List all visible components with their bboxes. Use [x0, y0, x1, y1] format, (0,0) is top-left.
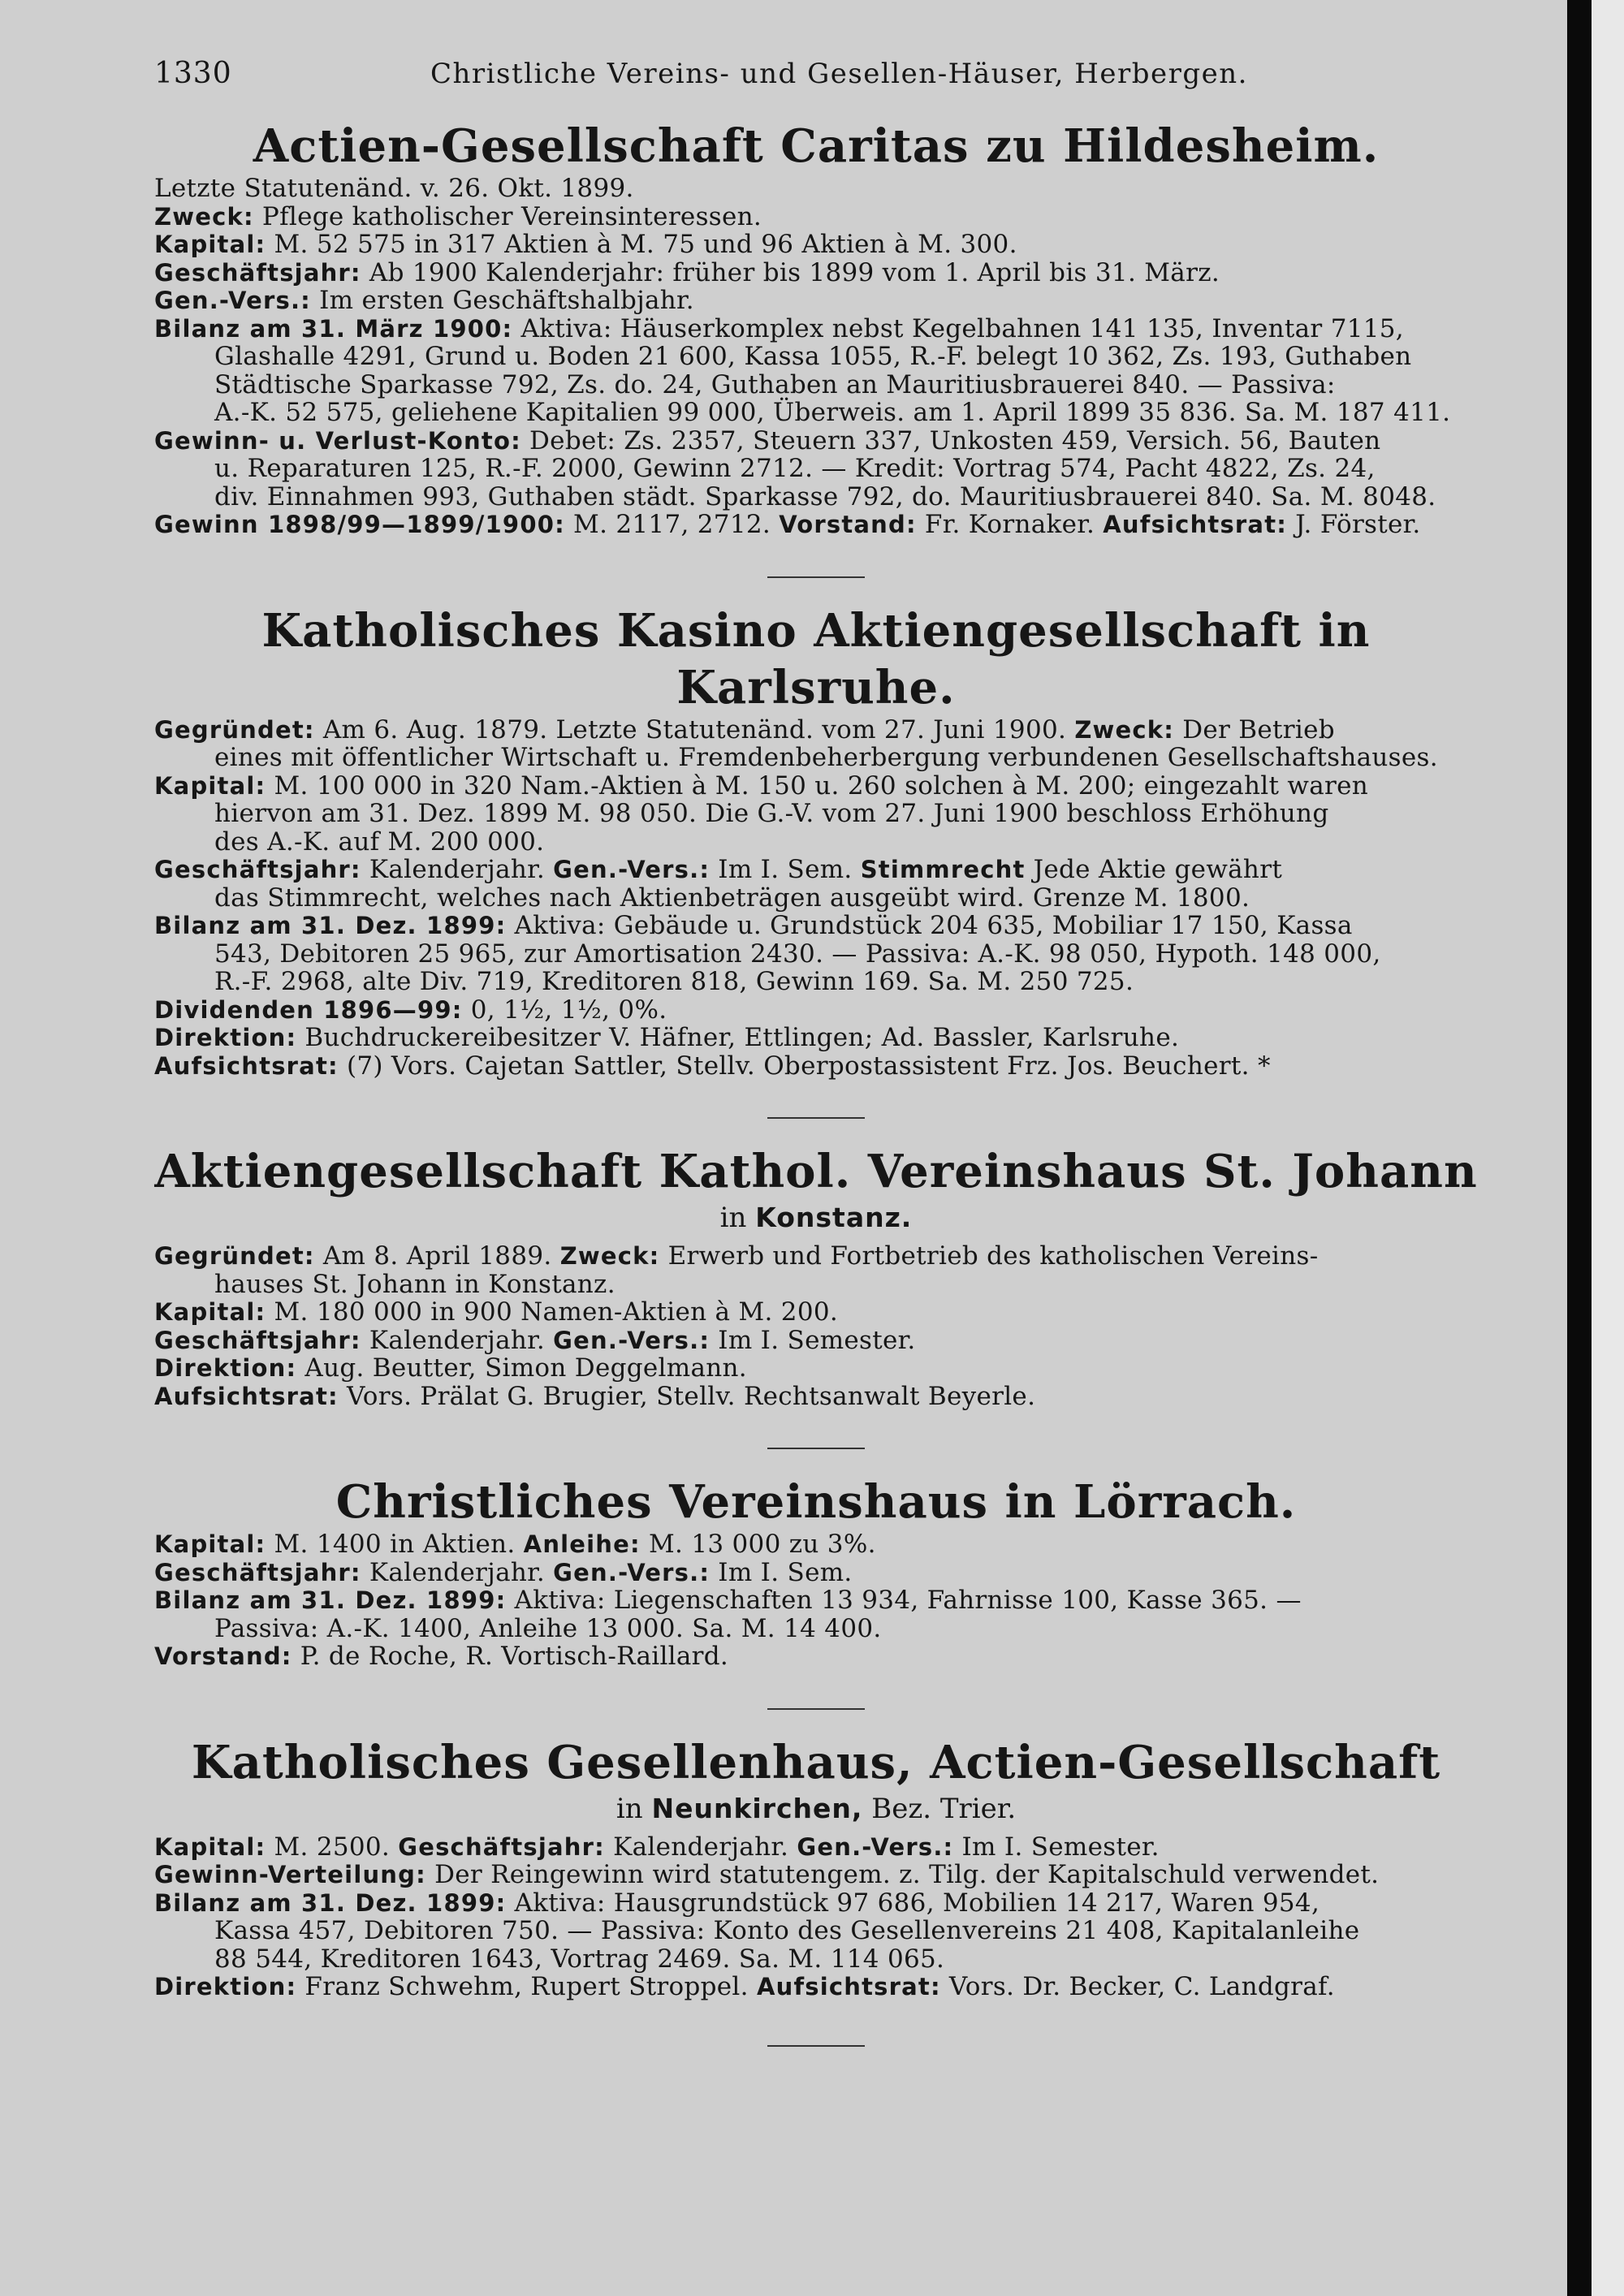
field-label: Gegründet:	[154, 715, 315, 744]
entry-line	[154, 455, 1478, 483]
field-text: Am 6. Aug. 1879. Letzte Statutenänd. vom 27. Juni 1900.	[314, 714, 1075, 744]
scan-edge-margin	[1592, 0, 1624, 2296]
company-entry	[154, 1474, 1478, 1671]
field-text: des A.-K. auf M. 200 000.	[214, 826, 545, 857]
entry-line	[154, 1024, 1478, 1052]
entry-line	[154, 996, 1478, 1025]
field-text: Vors. Dr. Becker, C. Landgraf.	[940, 1972, 1335, 2001]
field-label: Kapital:	[154, 231, 266, 258]
entry-line	[154, 912, 1478, 940]
entry-line	[154, 744, 1478, 772]
field-text: Fr. Kornaker.	[916, 510, 1104, 539]
company-title: Aktiengesellschaft Kathol. Vereinshaus St. Johann	[154, 1145, 1478, 1198]
field-label: Geschäftsjahr:	[154, 1558, 361, 1586]
field-label: Kapital:	[154, 1530, 266, 1558]
field-text: eines mit öffentlicher Wirtschaft u. Fremdenbeherbergung verbundenen Gesellschaftshauses.	[214, 743, 1438, 772]
field-label: Gen.-Vers.:	[797, 1832, 954, 1861]
field-label: Gen.-Vers.:	[553, 856, 710, 883]
field-label: Bilanz am 31. Dez. 1899:	[154, 1888, 507, 1917]
field-text: Aktiva: Gebäude u. Grundstück 204 635, Mobiliar 17 150, Kassa	[506, 911, 1353, 940]
entry-line	[154, 884, 1478, 913]
entry-line	[154, 1861, 1478, 1889]
field-text: P. de Roche, R. Vortisch-Raillard.	[292, 1642, 729, 1671]
field-text: Kalenderjahr.	[361, 1325, 554, 1355]
entry-line	[154, 259, 1478, 287]
entry-line	[154, 1242, 1478, 1271]
location-prefix: in	[615, 1792, 652, 1825]
field-text: Letzte Statutenänd. v. 26. Okt. 1899.	[154, 174, 634, 203]
field-label: Gen.-Vers.:	[553, 1326, 710, 1354]
entry-line	[154, 1327, 1478, 1355]
field-text: Vors. Prälat G. Brugier, Stellv. Rechtsanwalt Beyerle.	[338, 1381, 1036, 1411]
field-text: Kassa 457, Debitoren 750. — Passiva: Konto des Gesellenvereins 21 408, Kapitalanleihe	[214, 1916, 1360, 1945]
entry-line	[154, 1354, 1478, 1383]
field-label: Geschäftsjahr:	[398, 1832, 605, 1861]
location-place: Neunkirchen,	[651, 1792, 863, 1824]
field-text: das Stimmrecht, welches nach Aktienbeträgen ausgeübt wird. Grenze M. 1800.	[214, 883, 1250, 913]
entry-line	[154, 1615, 1478, 1643]
company-title: Katholisches Gesellenhaus, Actien-Gesellschaft	[191, 1735, 1441, 1789]
field-text: Kalenderjahr.	[361, 1557, 554, 1587]
section-divider	[767, 2045, 865, 2047]
field-label: Anleihe:	[523, 1530, 641, 1558]
field-label: Aufsichtsrat:	[1103, 511, 1288, 538]
field-text: Im I. Sem.	[710, 1557, 853, 1587]
field-label: Vorstand:	[779, 511, 917, 538]
entry-line	[154, 1973, 1478, 2001]
company-location	[154, 1200, 1478, 1236]
location-prefix: in	[719, 1202, 756, 1234]
field-text: u. Reparaturen 125, R.-F. 2000, Gewinn 2712. — Kredit: Vortrag 574, Pacht 4822, Zs. 24,	[214, 454, 1376, 483]
entry-line	[154, 1889, 1478, 1918]
field-label: Gewinn- u. Verlust-Konto:	[154, 426, 521, 455]
field-text: hauses St. Johann in Konstanz.	[214, 1269, 615, 1299]
entry-line	[154, 483, 1478, 511]
field-text: Aktiva: Hausgrundstück 97 686, Mobilien 14 217, Waren 954,	[506, 1888, 1320, 1918]
field-text: M. 180 000 in 900 Namen-Aktien à M. 200.	[266, 1297, 839, 1327]
field-text: Passiva: A.-K. 1400, Anleihe 13 000. Sa. M. 14 400.	[214, 1613, 882, 1643]
field-text: M. 100 000 in 320 Nam.-Aktien à M. 150 u. 260 solchen à M. 200; eingezahlt waren	[266, 770, 1369, 801]
field-label: Geschäftsjahr:	[154, 1326, 361, 1354]
entry-line	[154, 1559, 1478, 1587]
location-place: Konstanz.	[755, 1202, 913, 1233]
field-text: M. 13 000 zu 3%.	[640, 1530, 876, 1559]
section-divider	[767, 1117, 865, 1119]
company-entry	[154, 118, 1478, 539]
field-label: Zweck:	[559, 1242, 660, 1270]
field-label: Gen.-Vers.:	[154, 287, 311, 314]
field-text: Im ersten Geschäftshalbjahr.	[310, 286, 694, 315]
field-label: Geschäftsjahr:	[154, 258, 361, 287]
entry-line	[154, 772, 1478, 801]
field-text: Im I. Semester.	[953, 1832, 1160, 1862]
company-title: Christliches Vereinshaus in Lörrach.	[335, 1475, 1297, 1529]
company-title: Actien-Gesellschaft Caritas zu Hildesheim.	[253, 119, 1380, 173]
field-label: Aufsichtsrat:	[756, 1973, 941, 2000]
field-label: Direktion:	[154, 1354, 297, 1382]
entry-line	[154, 1530, 1478, 1559]
field-label: Gen.-Vers.:	[553, 1558, 710, 1586]
field-text: Jede Aktie gewährt	[1025, 855, 1283, 884]
field-text: R.-F. 2968, alte Div. 719, Kreditoren 818, Gewinn 169. Sa. M. 250 725.	[214, 967, 1134, 996]
entry-line	[154, 343, 1478, 371]
entry-line	[154, 1052, 1478, 1081]
field-text: Pflege katholischer Vereinsinteressen.	[253, 201, 762, 231]
entry-line	[154, 1945, 1478, 1974]
entry-line	[154, 1298, 1478, 1327]
entry-line	[154, 856, 1478, 884]
entry-line	[154, 1917, 1478, 1945]
field-label: Direktion:	[154, 1024, 297, 1051]
field-label: Gewinn-Verteilung:	[154, 1861, 426, 1888]
field-text: Im I. Semester.	[710, 1325, 916, 1355]
company-entry	[154, 1734, 1478, 2001]
field-text: M. 2500.	[266, 1832, 399, 1862]
scan-edge-shadow	[1567, 0, 1592, 2296]
section-divider	[767, 1708, 865, 1710]
entry-line	[154, 203, 1478, 231]
entry-line	[154, 940, 1478, 969]
field-text: A.-K. 52 575, geliehene Kapitalien 99 000, Überweis. am 1. April 1899 35 836. Sa. M. 187 411.	[214, 398, 1451, 427]
field-text: Erwerb und Fortbetrieb des katholischen Vereins-	[659, 1241, 1319, 1271]
field-text: M. 1400 in Aktien.	[266, 1530, 524, 1559]
field-text: 88 544, Kreditoren 1643, Vortrag 2469. Sa. M. 114 065.	[214, 1944, 945, 1974]
section-divider	[767, 1448, 865, 1449]
field-text: Städtische Sparkasse 792, Zs. do. 24, Guthaben an Mauritiusbrauerei 840. — Passiva:	[214, 369, 1336, 399]
running-title: Christliche Vereins- und Gesellen-Häuser, Herbergen.	[430, 58, 1248, 90]
company-entry	[154, 1143, 1478, 1410]
entry-line	[154, 716, 1478, 744]
field-label: Direktion:	[154, 1973, 297, 2000]
company-title: Katholisches Kasino Aktiengesellschaft in Karlsruhe.	[261, 603, 1371, 714]
entry-line	[154, 968, 1478, 996]
field-text: J. Förster.	[1287, 510, 1421, 539]
field-text: Buchdruckereibesitzer V. Häfner, Ettlingen; Ad. Bassler, Karlsruhe.	[296, 1023, 1180, 1052]
location-suffix: Bez. Trier.	[862, 1792, 1017, 1825]
field-text: Aug. Beutter, Simon Deggelmann.	[296, 1353, 747, 1383]
entry-line	[154, 1586, 1478, 1615]
page-number: 1330	[154, 57, 232, 90]
field-text: M. 2117, 2712.	[564, 510, 780, 539]
field-label: Gegründet:	[154, 1242, 315, 1270]
running-head	[154, 57, 1478, 90]
entry-line	[154, 427, 1478, 455]
field-text: Kalenderjahr.	[604, 1832, 797, 1862]
entry-line	[154, 175, 1478, 203]
company-location	[154, 1791, 1478, 1827]
field-text: Im I. Sem.	[710, 855, 861, 884]
field-text: 0, 1½, 1½, 0%.	[462, 995, 667, 1025]
entry-line	[154, 828, 1478, 857]
entry-line	[154, 231, 1478, 259]
field-label: Vorstand:	[154, 1642, 292, 1670]
company-entry	[154, 602, 1478, 1081]
field-text: Aktiva: Liegenschaften 13 934, Fahrnisse 100, Kasse 365. —	[506, 1586, 1302, 1615]
entry-line	[154, 511, 1478, 539]
field-label: Kapital:	[154, 1298, 266, 1326]
field-text: Aktiva: Häuserkomplex nebst Kegelbahnen 141 135, Inventar 7115,	[512, 313, 1404, 343]
entry-line	[154, 1833, 1478, 1862]
field-text: (7) Vors. Cajetan Sattler, Stellv. Oberpostassistent Frz. Jos. Beuchert. *	[338, 1051, 1271, 1081]
field-label: Kapital:	[154, 1832, 266, 1861]
entry-line	[154, 1642, 1478, 1671]
entry-line	[154, 1383, 1478, 1411]
section-divider	[767, 576, 865, 578]
field-label: Zweck:	[1074, 715, 1175, 744]
field-label: Zweck:	[154, 202, 254, 231]
field-text: 543, Debitoren 25 965, zur Amortisation 2430. — Passiva: A.-K. 98 050, Hypoth. 148 000,	[214, 939, 1381, 969]
field-text: hiervon am 31. Dez. 1899 M. 98 050. Die G.-V. vom 27. Juni 1900 beschloss Erhöhung	[214, 799, 1329, 828]
field-text: Der Betrieb	[1174, 714, 1335, 744]
field-label: Bilanz am 31. Dez. 1899:	[154, 912, 507, 939]
entry-line	[154, 1271, 1478, 1299]
entry-line	[154, 371, 1478, 399]
field-text: Am 8. April 1889.	[314, 1241, 560, 1271]
field-label: Bilanz am 31. Dez. 1899:	[154, 1586, 507, 1614]
entries-list	[154, 118, 1478, 2047]
field-label: Kapital:	[154, 771, 266, 800]
page-content	[154, 57, 1478, 2071]
field-label: Stimmrecht	[860, 856, 1026, 883]
field-text: Der Reingewinn wird statutengem. z. Tilg. der Kapitalschuld verwendet.	[425, 1860, 1380, 1889]
entry-line	[154, 287, 1478, 315]
field-text: Debet: Zs. 2357, Steuern 337, Unkosten 459, Versich. 56, Bauten	[520, 425, 1381, 455]
field-label: Dividenden 1896—99:	[154, 995, 463, 1024]
field-text: M. 52 575 in 317 Aktien à M. 75 und 96 Aktien à M. 300.	[266, 230, 1017, 259]
entry-line	[154, 315, 1478, 343]
entry-line	[154, 800, 1478, 828]
field-text: Glashalle 4291, Grund u. Boden 21 600, Kassa 1055, R.-F. belegt 10 362, Zs. 193, Guthaben	[214, 342, 1412, 371]
field-text: Franz Schwehm, Rupert Stroppel.	[296, 1972, 757, 2001]
field-text: div. Einnahmen 993, Guthaben städt. Sparkasse 792, do. Mauritiusbrauerei 840. Sa. M. 8048.	[214, 481, 1436, 511]
field-text: Ab 1900 Kalenderjahr: früher bis 1899 vom 1. April bis 31. März.	[361, 257, 1220, 287]
entry-line	[154, 399, 1478, 427]
field-text: Kalenderjahr.	[361, 855, 554, 884]
field-label: Gewinn 1898/99—1899/1900:	[154, 511, 565, 538]
field-label: Geschäftsjahr:	[154, 856, 361, 883]
field-label: Aufsichtsrat:	[154, 1051, 339, 1080]
field-label: Bilanz am 31. März 1900:	[154, 314, 513, 343]
field-label: Aufsichtsrat:	[154, 1382, 339, 1410]
